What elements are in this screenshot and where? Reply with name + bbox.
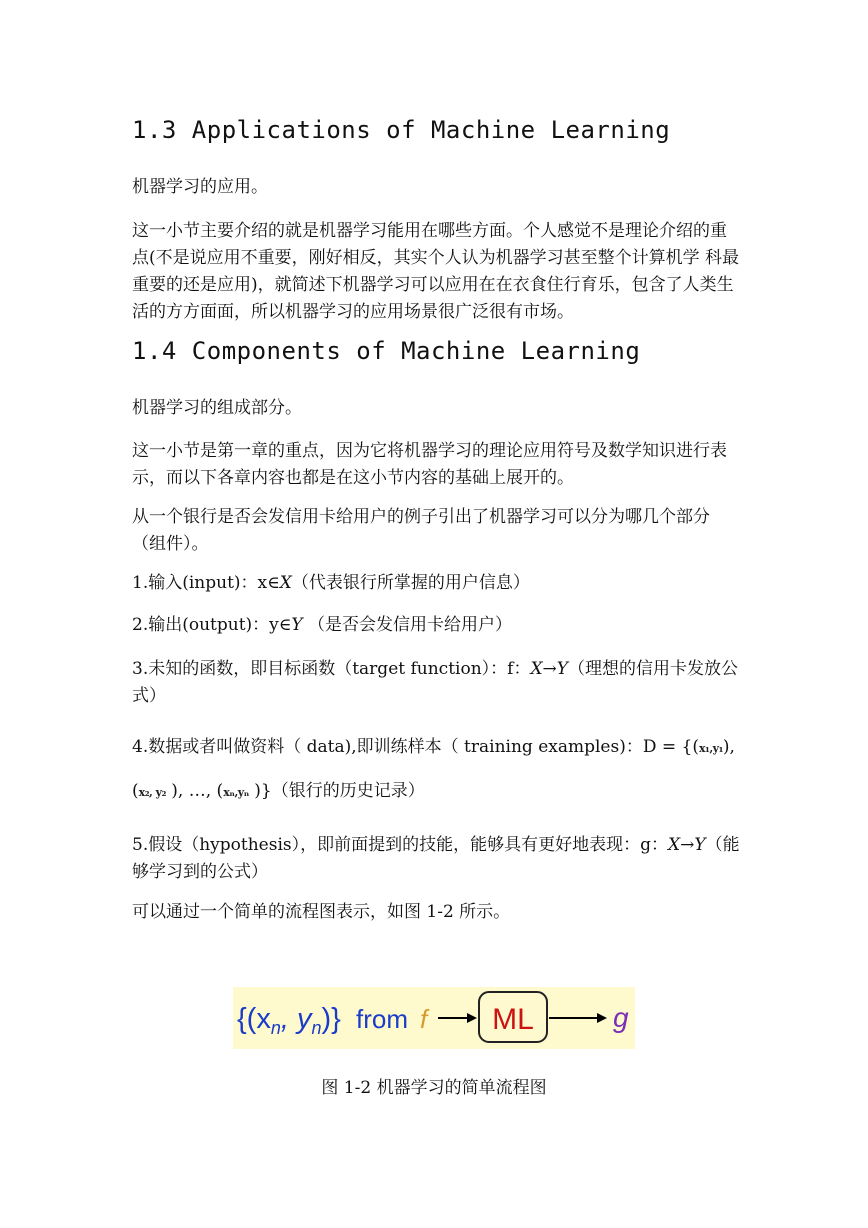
- section-subtitle: 机器学习的组成部分。: [132, 398, 302, 418]
- arrow-head-2: [597, 1013, 607, 1023]
- list-item: 2.输出(output)：y∈Y （是否会发信用卡给用户）: [132, 615, 512, 635]
- list-item: 4.数据或者叫做资料（ data),即训练样本（ training examples)：D = {(x₁,y₁),: [132, 737, 735, 757]
- paragraph: 这一小节主要介绍的就是机器学习能用在哪些方面。个人感觉不是理论介绍的重点(不是说应用不重要，刚好相反，其实个人认为机器学习甚至整个计算机学 科最重要的还是应用)，就简述下机器学习可以应用在在衣食住行育乐，包含了人类生活的方方面面，所以机器学习的应用场景很广泛很有市场。: [132, 221, 740, 322]
- figure-from: from: [356, 1004, 408, 1034]
- list-item-continuation: (x₂, y₂ ), …, (xₙ,yₙ )}（银行的历史记录）: [132, 781, 425, 801]
- svg-text:{(xn, yn)}: [237, 1003, 341, 1038]
- figure-caption: 图 1-2 机器学习的简单流程图: [321, 1078, 547, 1098]
- flowchart-figure: [233, 987, 635, 1049]
- arrow-head-1: [467, 1013, 477, 1023]
- list-item: 5.假设（hypothesis），即前面提到的技能，能够具有更好地表现：g：X→Y（能够学习到的公式）: [132, 835, 740, 882]
- list-item: 1.输入(input)：x∈X（代表银行所掌握的用户信息）: [132, 573, 530, 593]
- figure-comma: , y: [280, 1003, 312, 1035]
- paragraph: 这一小节是第一章的重点，因为它将机器学习的理论应用符号及数学知识进行表示，而以下各章内容也都是在这小节内容的基础上展开的。: [132, 441, 727, 488]
- section-heading-1-3: 1.3 Applications of Machine Learning: [132, 116, 671, 144]
- figure-close: )}: [321, 1003, 341, 1035]
- section-heading-1-4: 1.4 Components of Machine Learning: [132, 337, 641, 365]
- figure-sub-n2: n: [311, 1018, 322, 1038]
- ml-box-label: ML: [492, 1003, 534, 1036]
- list-item: 3.未知的函数，即目标函数（target function）：f：X→Y（理想的信用卡发放公式）: [132, 659, 739, 706]
- figure-left-text: {(x: [237, 1003, 271, 1035]
- paragraph: 从一个银行是否会发信用卡给用户的例子引出了机器学习可以分为哪几个部分（组件）。: [132, 507, 710, 554]
- figure-sub-n: n: [270, 1018, 281, 1038]
- figure-f: f: [420, 1004, 428, 1034]
- paragraph: 可以通过一个简单的流程图表示，如图 1-2 所示。: [132, 902, 511, 922]
- figure-g: g: [613, 1002, 629, 1033]
- section-subtitle: 机器学习的应用。: [132, 177, 268, 197]
